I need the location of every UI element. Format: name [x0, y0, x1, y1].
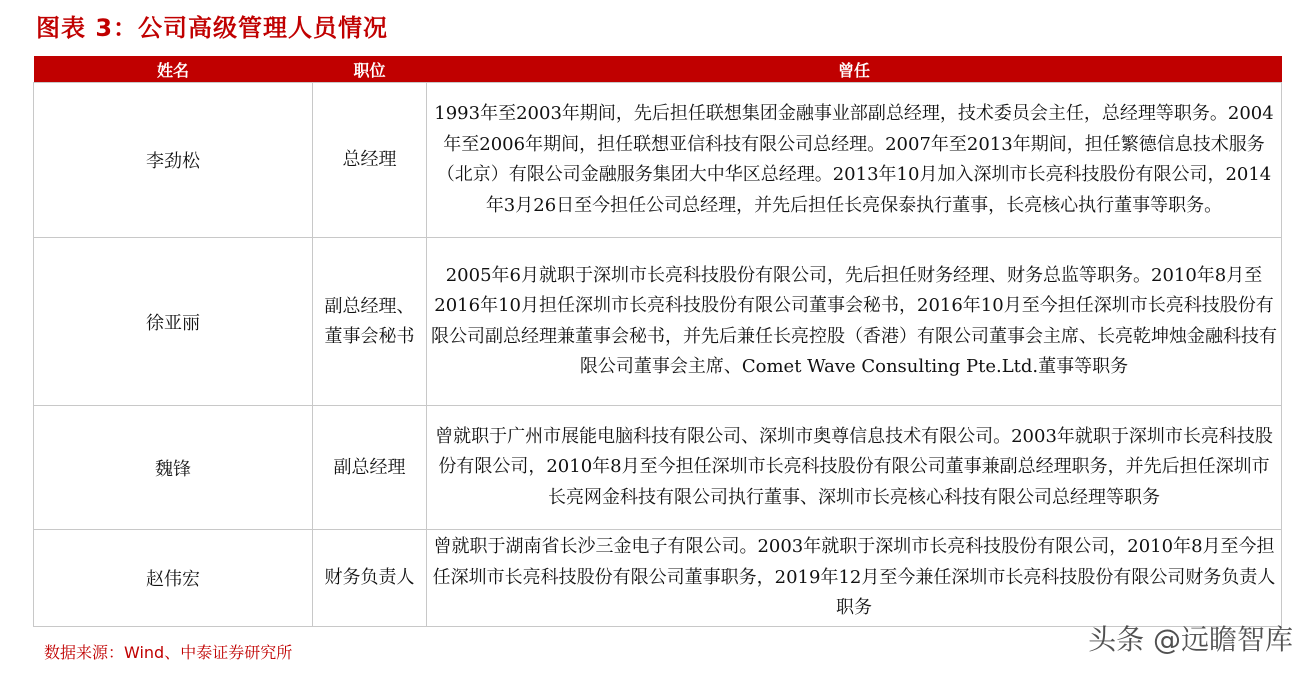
- table-header-row: [34, 56, 1282, 83]
- table-row: [34, 530, 1282, 627]
- table-row: [34, 406, 1282, 530]
- row-position: 副总经理、董事会秘书: [313, 238, 427, 406]
- row-position: 总经理: [313, 83, 427, 238]
- row-position: 副总经理: [313, 406, 427, 530]
- row-history: 曾就职于广州市展能电脑科技有限公司、深圳市奥尊信息技术有限公司。2003年就职于深圳市长亮科技股份有限公司，2010年8月至今担任深圳市长亮科技股份有限公司董事兼副总经理职务，并先后担任深圳市长亮网金科技有限公司执行董事、深圳市长亮核心科技有限公司总经理等职务: [427, 406, 1282, 530]
- header-history: 曾任: [427, 56, 1282, 83]
- table-row: [34, 83, 1282, 238]
- row-history: 1993年至2003年期间，先后担任联想集团金融事业部副总经理，技术委员会主任，总经理等职务。2004年至2006年期间，担任联想亚信科技有限公司总经理。2007年至2013年期间，担任繁德信息技术服务（北京）有限公司金融服务集团大中华区总经理。2013年10月加入深圳市长亮科技股份有限公司，2014年3月26日至今担任公司总经理，并先后担任长亮保泰执行董事，长亮核心执行董事等职务。: [427, 83, 1282, 238]
- row-name: 徐亚丽: [34, 238, 313, 406]
- source-note: 数据来源：Wind、中泰证券研究所: [44, 643, 293, 662]
- header-name: 姓名: [34, 56, 313, 83]
- row-name: 赵伟宏: [34, 530, 313, 627]
- row-history: 2005年6月就职于深圳市长亮科技股份有限公司，先后担任财务经理、财务总监等职务。2010年8月至2016年10月担任深圳市长亮科技股份有限公司董事会秘书，2016年10月至今担任深圳市长亮科技股份有限公司副总经理兼董事会秘书，并先后兼任长亮控股（香港）有限公司董事会主席、长亮乾坤烛金融科技有限公司董事会主席、Comet Wave Consulting Pte.Ltd.董事等职务: [427, 238, 1282, 406]
- management-table: [33, 56, 1282, 627]
- watermark: 头条 @远瞻智库: [1088, 623, 1293, 656]
- row-name: 李劲松: [34, 83, 313, 238]
- table-row: [34, 238, 1282, 406]
- row-position: 财务负责人: [313, 530, 427, 627]
- header-position: 职位: [313, 56, 427, 83]
- row-history: 曾就职于湖南省长沙三金电子有限公司。2003年就职于深圳市长亮科技股份有限公司，2010年8月至今担任深圳市长亮科技股份有限公司董事职务，2019年12月至今兼任深圳市长亮科技股份有限公司财务负责人职务: [427, 530, 1282, 627]
- row-name: 魏锋: [34, 406, 313, 530]
- page-title: 图表 3：公司高级管理人员情况: [36, 14, 389, 42]
